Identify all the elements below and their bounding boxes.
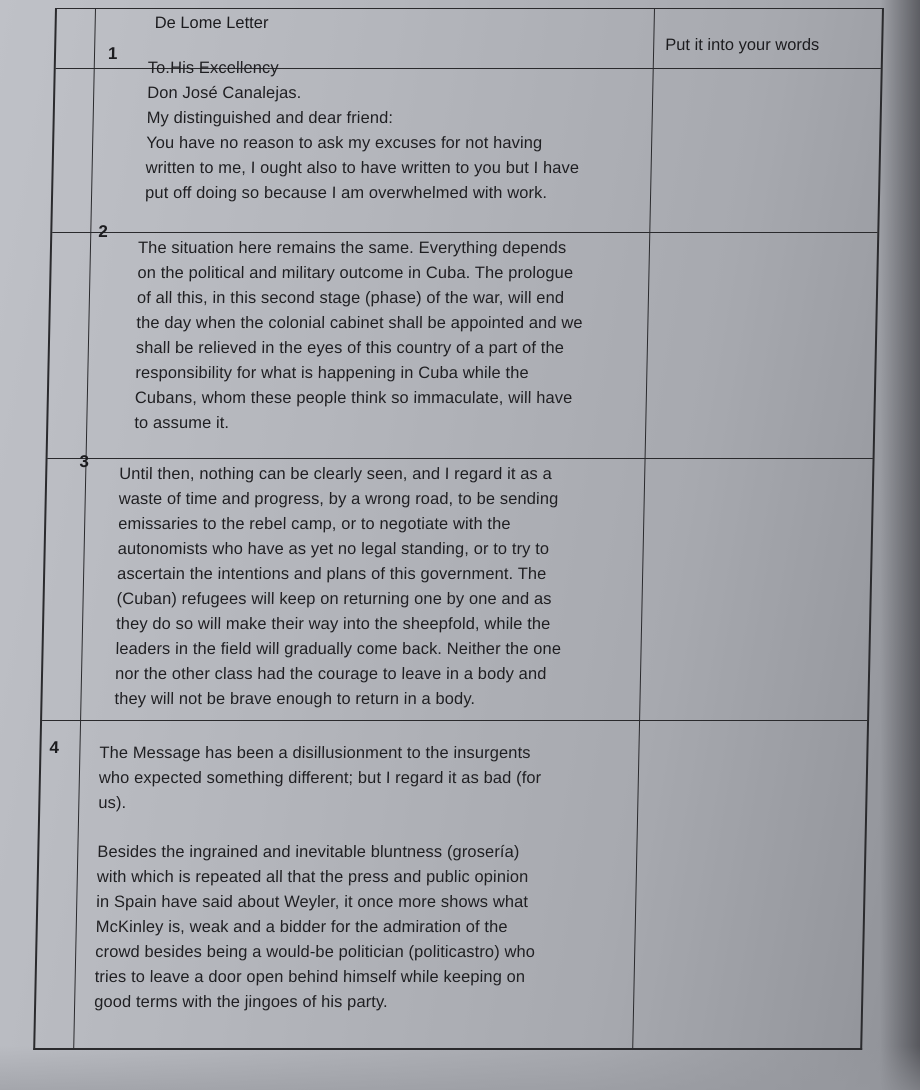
worksheet-title: De Lome Letter [154, 14, 269, 32]
letter-excerpt [145, 56, 653, 206]
excerpt-paragraph: Until then, nothing can be clearly seen, and I regard it as a waste of time and progress, by a wrong road, to be sending emissaries to the rebel camp, or to negotiate with the autonomists who have as yet no legal standing, or to try to ascertain the intentions and plans of this government. The (Cuban) refugees will keep on returning one by one and as they do so will make their way into the sheepfold, while the leaders in the field will gradually come back. Neither the one nor the other class had the courage to leave in a body and they will not be brave enough to return in a body. [114, 465, 562, 708]
row-3-border [42, 720, 867, 721]
row-number: 1 [107, 44, 118, 63]
page-shadow [880, 0, 920, 1090]
answer-column-header: Put it into your words [665, 36, 820, 54]
answer-cell[interactable] [635, 722, 864, 1046]
number-column-divider [73, 8, 96, 1048]
excerpt-paragraph: The situation here remains the same. Everything depends on the political and military outcome in Cuba. The prologue of all this, in this second stage (phase) of the war, will end the day when the colonial cabinet shall be appointed and we shall be relieved in the eyes of this country of a part of the responsibility for what is happening in Cuba while the Cubans, whom these people think so immaculate, will have to assume it. [134, 239, 583, 432]
excerpt-paragraph: To.His Excellency Don José Canalejas. My distinguished and dear friend: You have no reason to ask my excuses for not having written to me, I ought also to have written to you but I have put off doing so because I am overwhelmed with work. [144, 59, 580, 202]
row-2-border [48, 458, 873, 459]
letter-excerpt [94, 741, 640, 1015]
row-1-border [52, 232, 877, 233]
answer-cell[interactable] [652, 70, 877, 230]
letter-excerpt [134, 236, 648, 436]
answer-cell[interactable] [648, 234, 875, 456]
excerpt-paragraph: Besides the ingrained and inevitable bluntness (grosería) with which is repeated all that the press and public opinion in Spain have said about Weyler, it once more shows what McKinley is, weak and a bidder for the admiration of the crowd besides being a would-be politician (politicastro) who tries to leave a door open behind himself while keeping on good terms with the jingoes of his party. [93, 843, 536, 1011]
row-number: 2 [98, 222, 108, 241]
excerpt-paragraph: The Message has been a disillusionment to the insurgents who expected something different; but I regard it as bad (for us). [98, 744, 542, 812]
row-number: 4 [49, 738, 60, 757]
letter-excerpt [114, 462, 644, 712]
page-bottom-edge [0, 1046, 920, 1090]
table-top-border [57, 8, 882, 9]
answer-cell[interactable] [642, 460, 869, 718]
row-number: 3 [79, 452, 90, 471]
worksheet-table [33, 8, 884, 1050]
